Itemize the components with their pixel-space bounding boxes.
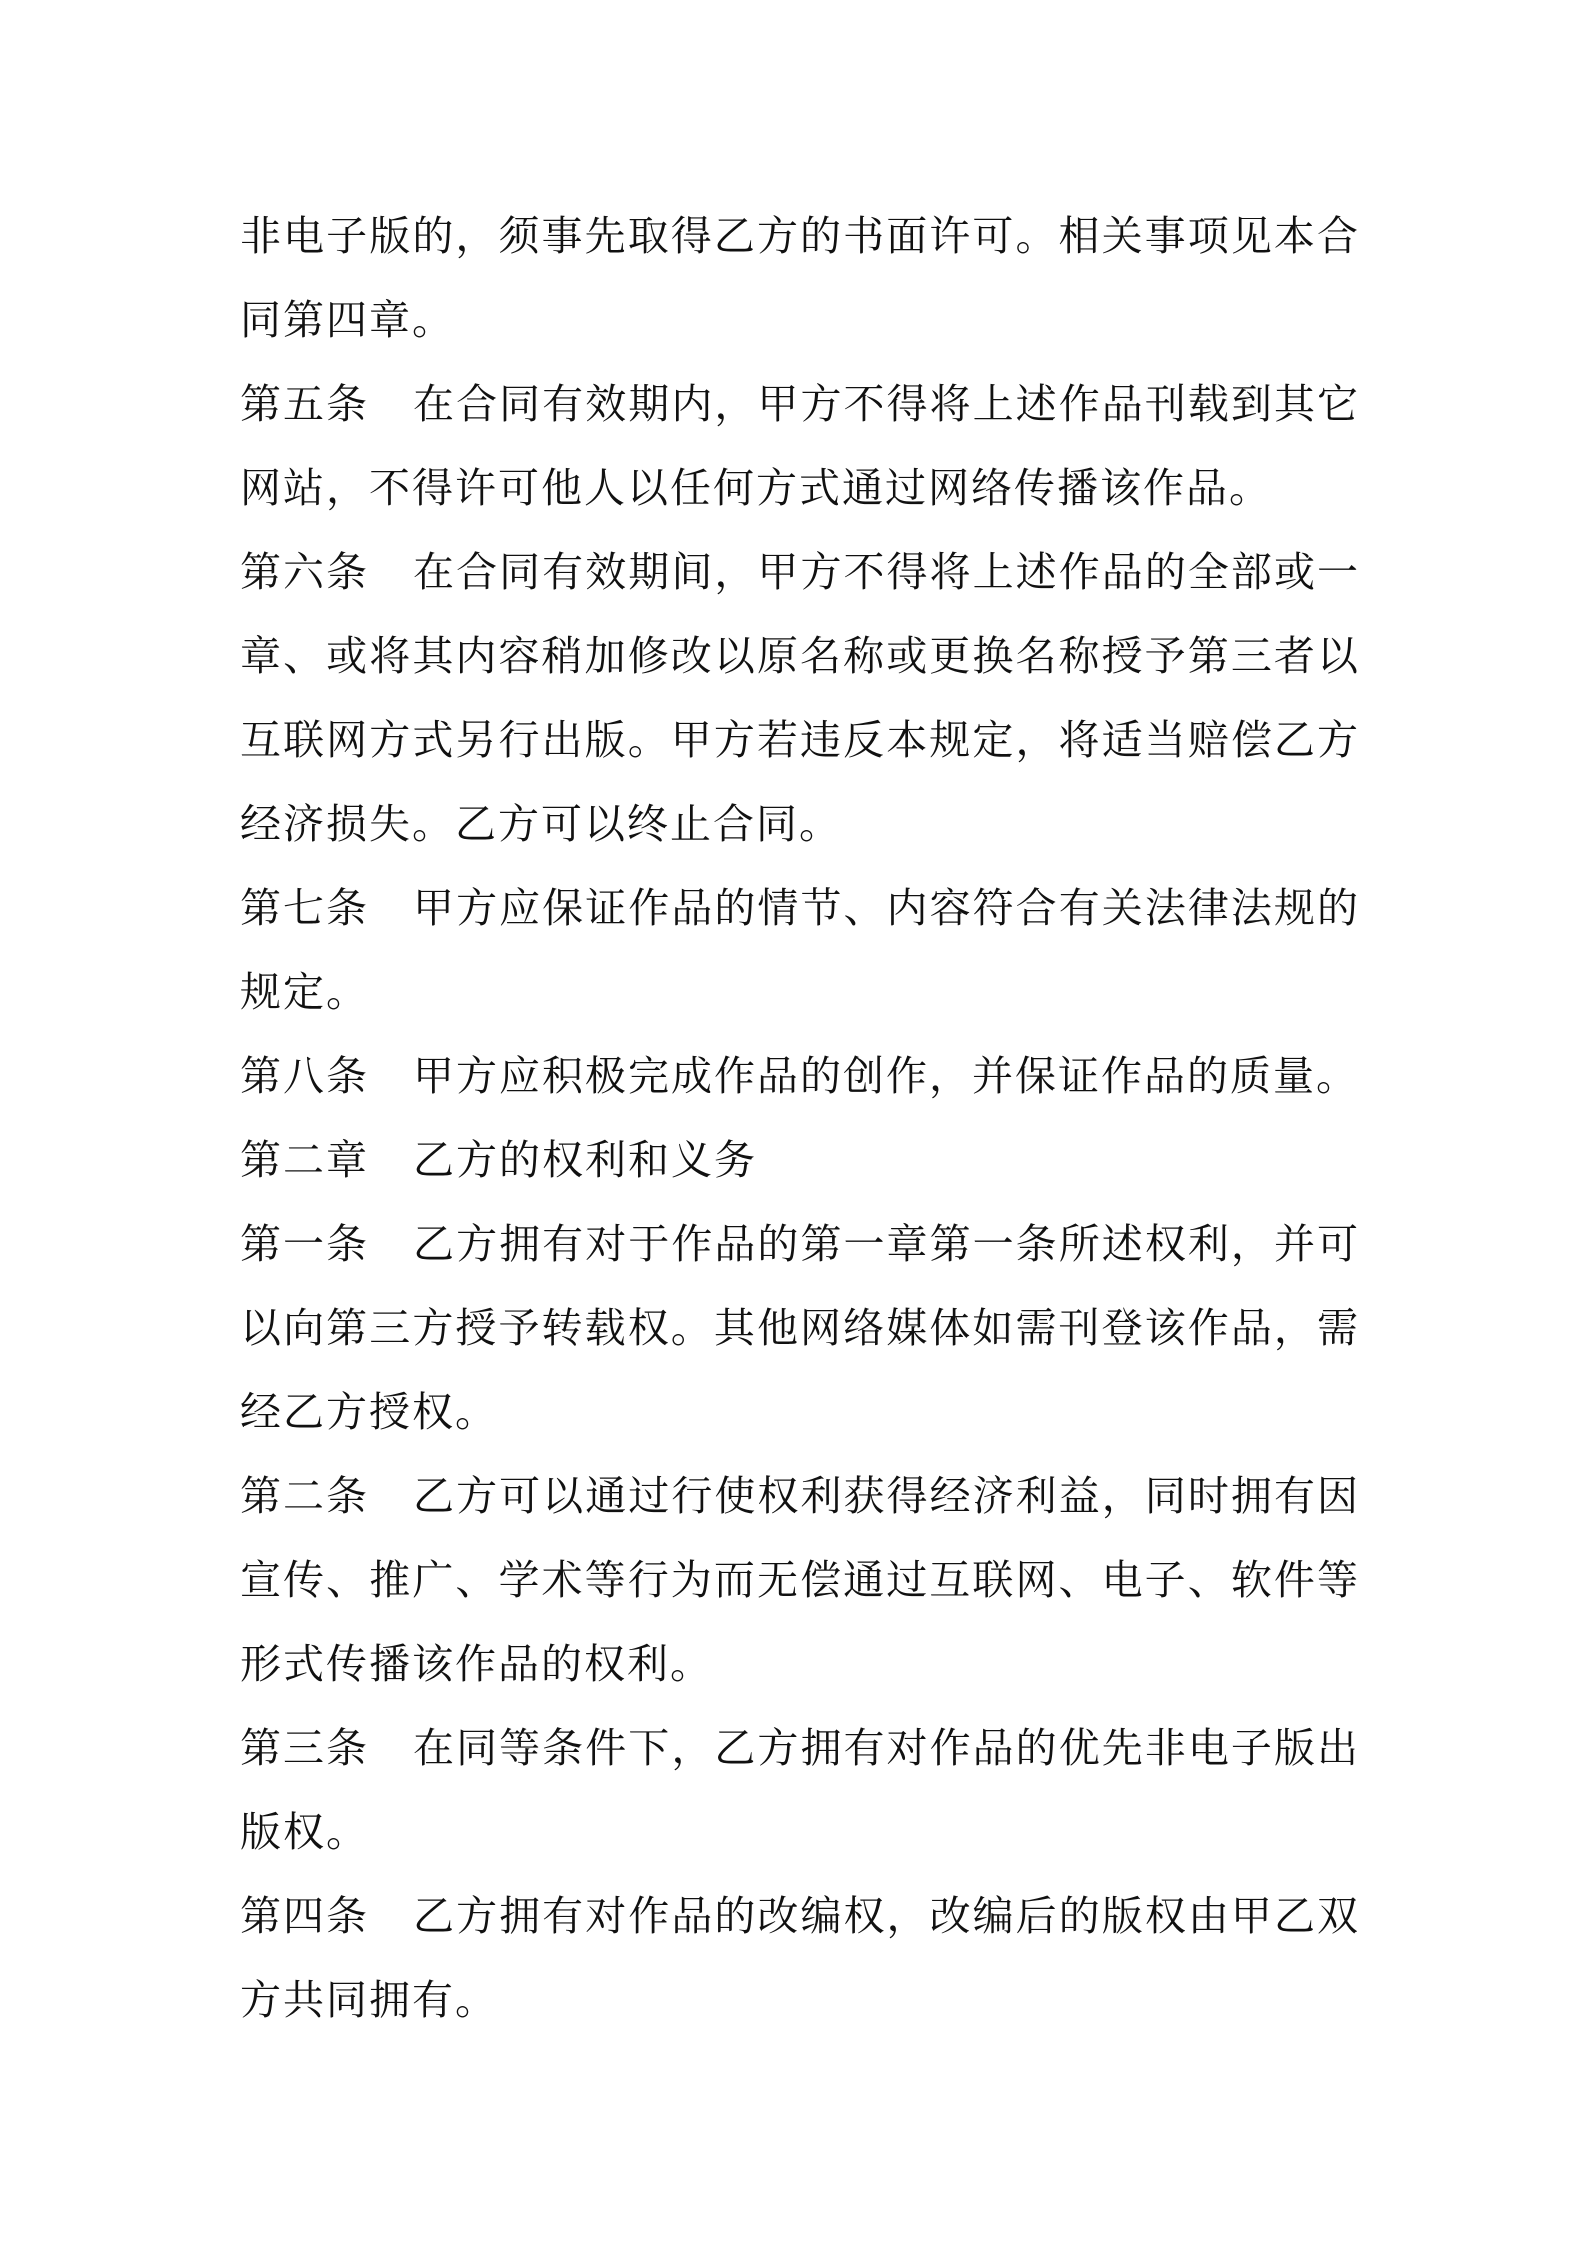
article-text: 甲方应保证作品的情节、内容符合有关法律法规的规定。 (240, 884, 1360, 1016)
article-label: 第五条 (240, 380, 369, 428)
article-text: 在合同有效期间，甲方不得将上述作品的全部或一章、或将其内容稍加修改以原名称或更换名称授予第三者以互联网方式另行出版。甲方若违反本规定，将适当赔偿乙方经济损失。乙方可以终止合同。 (240, 548, 1360, 848)
article-label: 第二条 (240, 1472, 369, 1520)
article-label: 第八条 (240, 1052, 369, 1100)
chapter-2-article-1 (240, 1202, 1360, 1454)
article-label: 第三条 (240, 1724, 369, 1772)
article-text: 在合同有效期内，甲方不得将上述作品刊载到其它网站，不得许可他人以任何方式通过网络传播该作品。 (240, 380, 1360, 512)
article-7 (240, 866, 1360, 1034)
article-label: 第六条 (240, 548, 369, 596)
chapter-2-article-4 (240, 1874, 1360, 2042)
chapter-2-article-2 (240, 1454, 1360, 1706)
article-6 (240, 530, 1360, 866)
paragraph-text: 非电子版的，须事先取得乙方的书面许可。相关事项见本合同第四章。 (240, 212, 1360, 344)
article-text: 乙方可以通过行使权利获得经济利益，同时拥有因宣传、推广、学术等行为而无偿通过互联网、电子、软件等形式传播该作品的权利。 (240, 1472, 1360, 1688)
article-label: 第七条 (240, 884, 369, 932)
article-text: 在同等条件下，乙方拥有对作品的优先非电子版出版权。 (240, 1724, 1360, 1856)
chapter-label: 第二章 (240, 1136, 369, 1184)
article-label: 第四条 (240, 1892, 369, 1940)
article-label: 第一条 (240, 1220, 369, 1268)
article-8 (240, 1034, 1360, 1118)
chapter-title: 乙方的权利和义务 (413, 1136, 757, 1184)
paragraph-continued (240, 194, 1360, 362)
article-text: 乙方拥有对于作品的第一章第一条所述权利，并可以向第三方授予转载权。其他网络媒体如需刊登该作品，需经乙方授权。 (240, 1220, 1360, 1436)
chapter-2-article-3 (240, 1706, 1360, 1874)
article-5 (240, 362, 1360, 530)
contract-body (240, 194, 1360, 2042)
chapter-2-heading (240, 1118, 1360, 1202)
article-text: 甲方应积极完成作品的创作，并保证作品的质量。 (413, 1052, 1359, 1100)
article-text: 乙方拥有对作品的改编权，改编后的版权由甲乙双方共同拥有。 (240, 1892, 1360, 2024)
